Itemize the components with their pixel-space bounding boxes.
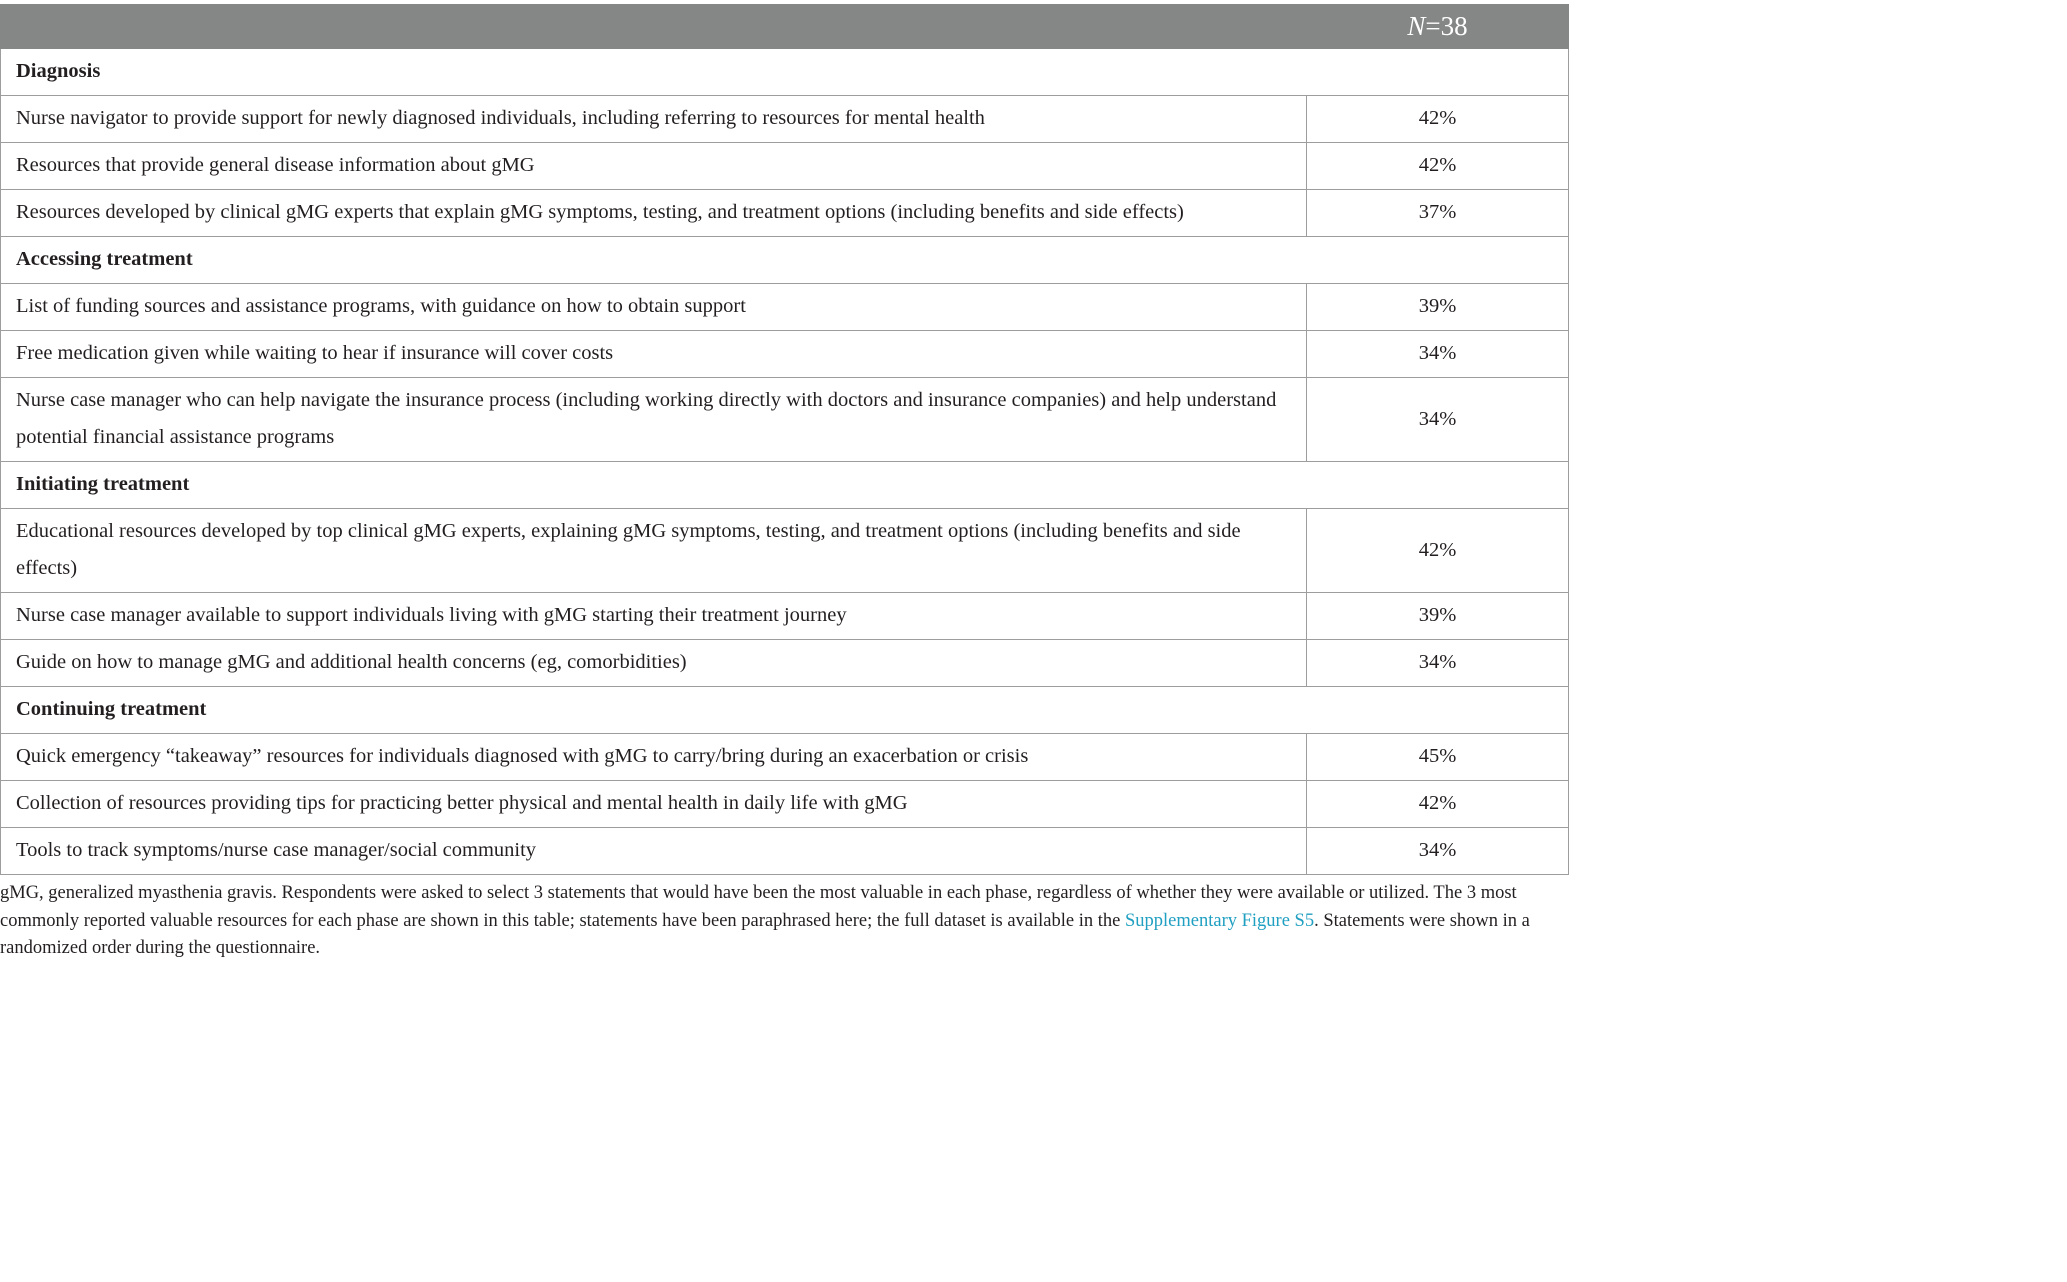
resource-statement: Collection of resources providing tips for practicing better physical and mental health in daily life with gMG <box>1 781 1307 828</box>
resource-statement: Guide on how to manage gMG and additional health concerns (eg, comorbidities) <box>1 640 1307 687</box>
footnote-text-end: . Statements were shown in a randomized order during the questionnaire. <box>0 910 1530 958</box>
table-row <box>1 593 1569 640</box>
table-row <box>1 828 1569 875</box>
table-row <box>1 331 1569 378</box>
table-body <box>1 49 1569 875</box>
table-row <box>1 284 1569 331</box>
table-row <box>1 640 1569 687</box>
resource-statement: Nurse case manager who can help navigate the insurance process (including working directly with doctors and insurance companies) and help understand potential financial assistance programs <box>1 378 1307 462</box>
table-footnote <box>0 875 1568 963</box>
section-title: Initiating treatment <box>1 462 1569 509</box>
section-row <box>1 462 1569 509</box>
resource-percentage: 39% <box>1307 284 1569 331</box>
table-row <box>1 143 1569 190</box>
section-title: Accessing treatment <box>1 237 1569 284</box>
resource-statement: Tools to track symptoms/nurse case manager/social community <box>1 828 1307 875</box>
table-row <box>1 378 1569 462</box>
resource-statement: Quick emergency “takeaway” resources for individuals diagnosed with gMG to carry/bring during an exacerbation or crisis <box>1 734 1307 781</box>
n-symbol: N <box>1407 11 1426 41</box>
resource-percentage: 34% <box>1307 378 1569 462</box>
table-row <box>1 509 1569 593</box>
resource-statement: Nurse case manager available to support individuals living with gMG starting their treatment journey <box>1 593 1307 640</box>
resource-statement: Educational resources developed by top clinical gMG experts, explaining gMG symptoms, testing, and treatment options (including benefits and side effects) <box>1 509 1307 593</box>
resource-percentage: 39% <box>1307 593 1569 640</box>
table-row <box>1 190 1569 237</box>
resource-percentage: 34% <box>1307 640 1569 687</box>
footnote-text: gMG, generalized myasthenia gravis. Respondents were asked to select 3 statements that would have been the most valuable in each phase, regardless of whether they were available or utilized. The 3 most commonly reported valuable resources for each phase are shown in this table; statements have been paraphrased here; the full dataset is available in the <box>0 883 1517 931</box>
resource-percentage: 37% <box>1307 190 1569 237</box>
section-row <box>1 49 1569 96</box>
n-value: =38 <box>1425 11 1468 41</box>
section-row <box>1 687 1569 734</box>
table-row <box>1 96 1569 143</box>
resource-statement: Nurse navigator to provide support for newly diagnosed individuals, including referring to resources for mental health <box>1 96 1307 143</box>
sample-size-label <box>1407 11 1467 41</box>
resource-percentage: 42% <box>1307 96 1569 143</box>
resource-percentage: 34% <box>1307 331 1569 378</box>
resource-percentage: 42% <box>1307 143 1569 190</box>
resource-percentage: 42% <box>1307 781 1569 828</box>
resource-statement: Resources developed by clinical gMG experts that explain gMG symptoms, testing, and treatment options (including benefits and side effects) <box>1 190 1307 237</box>
resources-table <box>0 4 1569 875</box>
table-row <box>1 734 1569 781</box>
resource-percentage: 45% <box>1307 734 1569 781</box>
resource-statement: Resources that provide general disease information about gMG <box>1 143 1307 190</box>
header-item-cell <box>1 5 1307 49</box>
section-title: Diagnosis <box>1 49 1569 96</box>
resource-statement: List of funding sources and assistance programs, with guidance on how to obtain support <box>1 284 1307 331</box>
table-row <box>1 781 1569 828</box>
supplementary-figure-link[interactable]: Supplementary Figure S5 <box>1125 910 1315 931</box>
header-n-cell <box>1307 5 1569 49</box>
table-header-row <box>1 5 1569 49</box>
section-title: Continuing treatment <box>1 687 1569 734</box>
section-row <box>1 237 1569 284</box>
resource-percentage: 42% <box>1307 509 1569 593</box>
resource-percentage: 34% <box>1307 828 1569 875</box>
table-container <box>0 4 1568 963</box>
resource-statement: Free medication given while waiting to hear if insurance will cover costs <box>1 331 1307 378</box>
